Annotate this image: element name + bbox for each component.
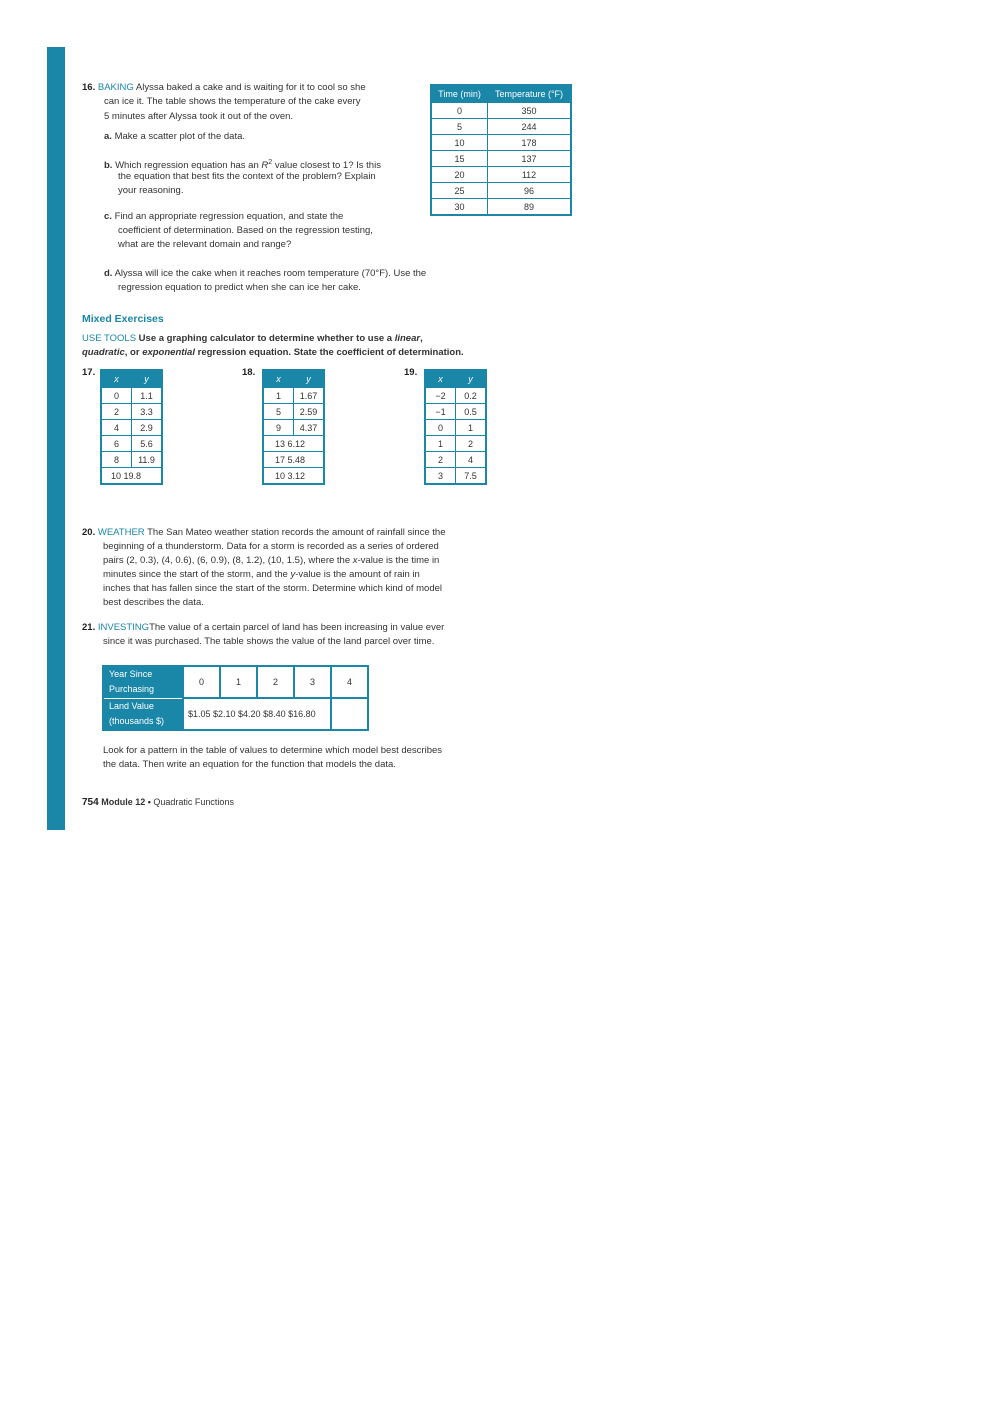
problem-16-intro: 16. BAKING Alyssa baked a cake and is waiting for it to cool so she: [82, 82, 366, 93]
table-row: 2 4: [425, 452, 486, 468]
mixed-instructions-line2: quadratic, or exponential regression equation. State the coefficient of determination.: [82, 347, 464, 358]
problem-16-line: what are the relevant domain and range?: [118, 239, 292, 250]
problem-19-table: [424, 369, 487, 485]
problem-16-line: regression equation to predict when she can ice her cake.: [118, 282, 361, 293]
row-header: Land Value (thousands $): [103, 698, 183, 730]
table-header-row: [431, 85, 571, 103]
problem-20-line: pairs (2, 0.3), (4, 0.6), (6, 0.9), (8, 1.2), (10, 1.5), where the x-value is the time in: [103, 555, 440, 566]
problem-18-table: [262, 369, 325, 485]
problem-16-part-b: b. Which regression equation has an $R^2$ value closest to 1? Is this: [104, 159, 381, 172]
page-number: 754: [82, 797, 99, 808]
table-row: 17 5.48: [263, 452, 324, 468]
table-row: 25 96: [431, 183, 571, 199]
table-row: 13 6.12: [263, 436, 324, 452]
table-row: 9 4.37: [263, 420, 324, 436]
table-row: 0 1.1: [101, 388, 162, 404]
problem-21-intro: 21. INVESTINGThe value of a certain parcel of land has been increasing in value ever: [82, 622, 445, 633]
section-heading: Mixed Exercises: [82, 313, 164, 325]
table-row: 10 19.8: [101, 468, 162, 485]
page-footer: 754 Module 12 • Quadratic Functions: [82, 797, 234, 808]
problem-20-line: best describes the data.: [103, 597, 204, 608]
problem-16-part-d: d. Alyssa will ice the cake when it reaches room temperature (70°F). Use the: [104, 268, 427, 279]
table-row: 6 5.6: [101, 436, 162, 452]
problem-16-line: the equation that best fits the context of the problem? Explain: [118, 171, 376, 182]
table-header-row: x y: [425, 370, 486, 388]
problem-20-line: minutes since the start of the storm, and the y-value is the amount of rain in: [103, 569, 420, 580]
table-row: 0 350: [431, 103, 571, 119]
temperature-table: [430, 84, 572, 216]
table-row: 4 2.9: [101, 420, 162, 436]
mixed-instructions: USE TOOLS Use a graphing calculator to determine whether to use a linear,: [82, 333, 423, 344]
table-row: −2 0.2: [425, 388, 486, 404]
row-header: Year Since Purchasing: [103, 666, 183, 698]
table-row: 10 3.12: [263, 468, 324, 485]
table-row: 1 2: [425, 436, 486, 452]
table-row: 8 11.9: [101, 452, 162, 468]
table-row: 5 244: [431, 119, 571, 135]
problem-19-number: 19.: [404, 367, 418, 378]
page-side-bar: [47, 47, 65, 830]
table-row: 20 112: [431, 167, 571, 183]
problem-20-line: beginning of a thunderstorm. Data for a storm is recorded as a series of ordered: [103, 541, 439, 552]
column-header: Temperature (°F): [488, 85, 572, 103]
table-row: 1 1.67: [263, 388, 324, 404]
problem-16-part-a: a. Make a scatter plot of the data.: [104, 131, 246, 142]
problem-16-line: can ice it. The table shows the temperature of the cake every: [104, 96, 361, 107]
problem-20-line: inches that has fallen since the start of the storm. Determine which kind of model: [103, 583, 442, 594]
land-value-table: [102, 665, 369, 731]
problem-16-line: your reasoning.: [118, 185, 184, 196]
problem-20-intro: 20. WEATHER The San Mateo weather station records the amount of rainfall since the: [82, 527, 446, 538]
column-header: Time (min): [431, 85, 488, 103]
problem-16-line: coefficient of determination. Based on the regression testing,: [118, 225, 373, 236]
table-row: Year Since Purchasing 0 1 2 3 4: [103, 666, 368, 698]
table-row: Land Value (thousands $) $1.05 $2.10 $4.20 $8.40 $16.80: [103, 698, 368, 730]
problem-17-number: 17.: [82, 367, 96, 378]
table-row: 2 3.3: [101, 404, 162, 420]
problem-16-line: 5 minutes after Alyssa took it out of the oven.: [104, 111, 294, 122]
table-row: 3 7.5: [425, 468, 486, 485]
problem-18-number: 18.: [242, 367, 256, 378]
problem-17-table: [100, 369, 163, 485]
table-header-row: x y: [263, 370, 324, 388]
problem-21-line: since it was purchased. The table shows the value of the land parcel over time.: [103, 636, 435, 647]
table-row: 30 89: [431, 199, 571, 216]
problem-21-line: Look for a pattern in the table of values to determine which model best describes: [103, 745, 443, 756]
table-row: 10 178: [431, 135, 571, 151]
table-row: 0 1: [425, 420, 486, 436]
problem-21-line: the data. Then write an equation for the function that models the data.: [103, 759, 396, 770]
table-header-row: x y: [101, 370, 162, 388]
problem-16-part-c: c. Find an appropriate regression equation, and state the: [104, 211, 344, 222]
table-row: 15 137: [431, 151, 571, 167]
table-row: −1 0.5: [425, 404, 486, 420]
table-row: 5 2.59: [263, 404, 324, 420]
